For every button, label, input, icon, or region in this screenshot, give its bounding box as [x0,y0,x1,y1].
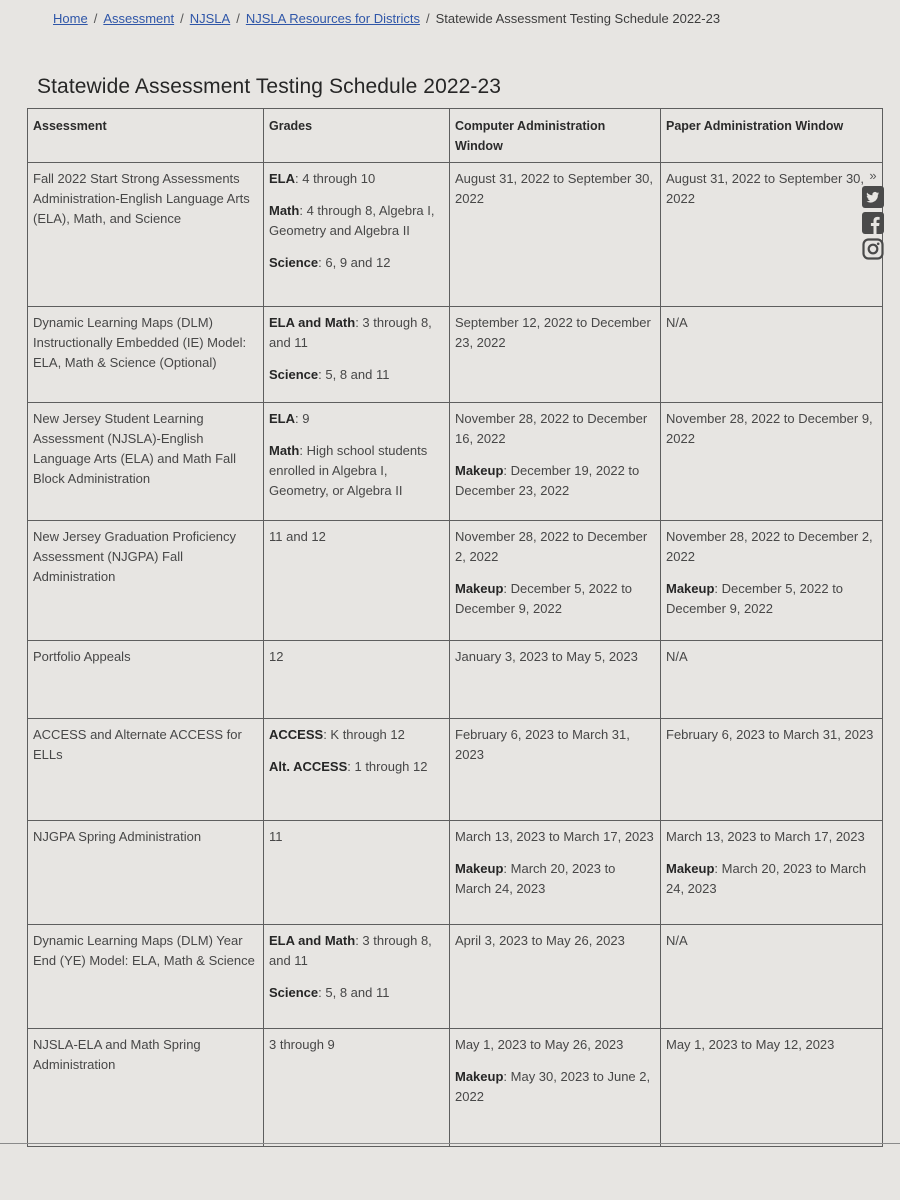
entry-text: : K through 12 [323,727,405,742]
table-row [28,719,883,821]
breadcrumb-link-njsla-resources[interactable]: NJSLA Resources for Districts [245,11,420,26]
entry-text: May 1, 2023 to May 26, 2023 [455,1037,624,1052]
table-header-row [28,109,883,163]
entry-text: : May 30, 2023 to June 2, 2022 [455,1069,651,1104]
entry-text: August 31, 2022 to September 30, 2022 [666,171,865,206]
assessment-cell: Fall 2022 Start Strong Assessments Administration-English Language Arts (ELA), Math, and Science [28,163,264,307]
grades-cell [264,925,450,1029]
cell-entry [455,647,655,667]
instagram-icon[interactable] [862,238,884,260]
entry-label: Makeup [455,463,504,478]
header-paper-window: Paper Administration Window [661,109,883,163]
cell-entry [666,859,877,899]
schedule-table [27,108,883,1147]
entry-text: May 1, 2023 to May 12, 2023 [666,1037,835,1052]
entry-text: : 4 through 8, Algebra I, Geometry and Algebra II [269,203,435,238]
cell-entry [455,1035,655,1055]
entry-text: N/A [666,649,688,664]
grades-cell [264,307,450,403]
cell-entry [269,725,444,745]
paper-window-cell [661,521,883,641]
paper-window-cell [661,641,883,719]
cell-entry [269,931,444,971]
cell-entry [269,409,444,429]
entry-text: : 5, 8 and 11 [318,985,390,1000]
computer-window-cell [450,719,661,821]
entry-label: Math [269,203,300,218]
entry-text: : 5, 8 and 11 [318,367,390,382]
cell-entry [666,931,877,951]
paper-window-cell [661,307,883,403]
expand-share-icon[interactable]: » [869,168,877,183]
assessment-cell: NJSLA-ELA and Math Spring Administration [28,1029,264,1147]
entry-text: : 3 through 8, and 11 [269,933,432,968]
cell-entry [269,313,444,353]
entry-label: Makeup [666,581,715,596]
paper-window-cell [661,1029,883,1147]
entry-text: February 6, 2023 to March 31, 2023 [666,727,874,742]
entry-text: : March 20, 2023 to March 24, 2023 [455,861,616,896]
entry-label: Makeup [455,861,504,876]
cell-entry [269,441,444,501]
entry-text: N/A [666,315,688,330]
paper-window-cell [661,821,883,925]
computer-window-cell [450,1029,661,1147]
paper-window-cell [661,925,883,1029]
assessment-cell: Dynamic Learning Maps (DLM) Year End (YE) Model: ELA, Math & Science [28,925,264,1029]
header-computer-window: Computer Administration Window [450,109,661,163]
grades-cell [264,719,450,821]
table-row [28,163,883,307]
grades-cell [264,1029,450,1147]
computer-window-cell [450,521,661,641]
assessment-cell: Dynamic Learning Maps (DLM) Instructionally Embedded (IE) Model: ELA, Math & Science (Optional) [28,307,264,403]
entry-label: ELA and Math [269,933,356,948]
grades-cell [264,641,450,719]
computer-window-cell [450,641,661,719]
paper-window-cell [661,403,883,521]
entry-label: Alt. ACCESS [269,759,348,774]
entry-text: March 13, 2023 to March 17, 2023 [455,829,654,844]
breadcrumb-separator: / [180,11,184,26]
cell-entry [455,725,655,765]
breadcrumb [53,11,720,26]
table-row [28,307,883,403]
cell-entry [455,1067,655,1107]
table-row [28,641,883,719]
computer-window-cell [450,821,661,925]
computer-window-cell [450,163,661,307]
header-grades: Grades [264,109,450,163]
cell-entry [666,169,877,209]
grades-cell [264,163,450,307]
breadcrumb-link-njsla[interactable]: NJSLA [189,11,231,26]
cell-entry [455,527,655,567]
entry-text: : 9 [295,411,310,426]
entry-label: Math [269,443,300,458]
entry-text: : 4 through 10 [295,171,376,186]
cell-entry [666,647,877,667]
table-row [28,1029,883,1147]
cell-entry [269,1035,444,1055]
entry-label: Makeup [455,581,504,596]
entry-text: September 12, 2022 to December 23, 2022 [455,315,651,350]
computer-window-cell [450,925,661,1029]
cell-entry [666,527,877,567]
breadcrumb-separator: / [425,11,430,26]
cell-entry [666,409,877,449]
entry-text: N/A [666,933,688,948]
twitter-icon[interactable] [862,186,884,208]
assessment-cell: NJGPA Spring Administration [28,821,264,925]
entry-text: : 6, 9 and 12 [318,255,391,270]
cell-entry [666,725,877,745]
header-assessment: Assessment [28,109,264,163]
table-row [28,821,883,925]
cell-entry [269,647,444,667]
assessment-cell: New Jersey Student Learning Assessment (NJSLA)-English Language Arts (ELA) and Math Fall Block Administration [28,403,264,521]
breadcrumb-link-home[interactable]: Home [53,11,88,26]
page-divider [0,1143,900,1144]
cell-entry [455,461,655,501]
cell-entry [269,757,444,777]
cell-entry [269,169,444,189]
entry-text: : 1 through 12 [347,759,428,774]
entry-text: : December 5, 2022 to December 9, 2022 [666,581,844,616]
table-row [28,403,883,521]
cell-entry [269,253,444,273]
entry-text: : December 5, 2022 to December 9, 2022 [455,581,633,616]
social-share-bar [860,170,886,260]
grades-cell [264,403,450,521]
entry-text: 3 through 9 [269,1037,335,1052]
cell-entry [455,827,655,847]
entry-text: November 28, 2022 to December 2, 2022 [455,529,648,564]
entry-label: ELA and Math [269,315,356,330]
paper-window-cell [661,163,883,307]
table-row [28,925,883,1029]
cell-entry [269,983,444,1003]
entry-label: ELA [269,411,295,426]
paper-window-cell [661,719,883,821]
breadcrumb-current: Statewide Assessment Testing Schedule 2022-23 [435,11,721,26]
breadcrumb-separator: / [93,11,98,26]
cell-entry [666,1035,877,1055]
cell-entry [455,313,655,353]
assessment-cell: Portfolio Appeals [28,641,264,719]
entry-text: : December 19, 2022 to December 23, 2022 [455,463,640,498]
computer-window-cell [450,307,661,403]
facebook-icon[interactable] [862,212,884,234]
table-row [28,521,883,641]
cell-entry [455,409,655,449]
grades-cell [264,821,450,925]
entry-text: November 28, 2022 to December 16, 2022 [455,411,648,446]
assessment-cell: New Jersey Graduation Proficiency Assessment (NJGPA) Fall Administration [28,521,264,641]
page-title: Statewide Assessment Testing Schedule 2022-23 [37,75,502,98]
cell-entry [666,313,877,333]
entry-label: Makeup [455,1069,504,1084]
entry-text: August 31, 2022 to September 30, 2022 [455,171,654,206]
entry-text: November 28, 2022 to December 9, 2022 [666,411,873,446]
grades-cell [264,521,450,641]
entry-label: Science [269,367,319,382]
breadcrumb-link-assessment[interactable]: Assessment [103,11,175,26]
cell-entry [666,579,877,619]
cell-entry [455,859,655,899]
breadcrumb-separator: / [236,11,240,26]
cell-entry [269,201,444,241]
entry-label: ACCESS [269,727,324,742]
entry-label: Science [269,255,319,270]
cell-entry [269,527,444,547]
entry-text: January 3, 2023 to May 5, 2023 [455,649,638,664]
entry-label: Makeup [666,861,715,876]
entry-text: March 13, 2023 to March 17, 2023 [666,829,865,844]
schedule-table-body [28,163,883,1147]
entry-text: : High school students enrolled in Algebra I, Geometry, or Algebra II [269,443,428,498]
entry-text: 11 [269,829,283,844]
cell-entry [666,827,877,847]
cell-entry [269,365,444,385]
assessment-cell: ACCESS and Alternate ACCESS for ELLs [28,719,264,821]
cell-entry [455,931,655,951]
entry-text: April 3, 2023 to May 26, 2023 [455,933,625,948]
entry-text: February 6, 2023 to March 31, 2023 [455,727,630,762]
entry-label: Science [269,985,319,1000]
entry-text: 11 and 12 [269,529,326,544]
entry-text: 12 [269,649,284,664]
entry-text: : March 20, 2023 to March 24, 2023 [666,861,867,896]
entry-label: ELA [269,171,295,186]
entry-text: November 28, 2022 to December 2, 2022 [666,529,873,564]
cell-entry [269,827,444,847]
computer-window-cell [450,403,661,521]
cell-entry [455,579,655,619]
cell-entry [455,169,655,209]
entry-text: : 3 through 8, and 11 [269,315,432,350]
